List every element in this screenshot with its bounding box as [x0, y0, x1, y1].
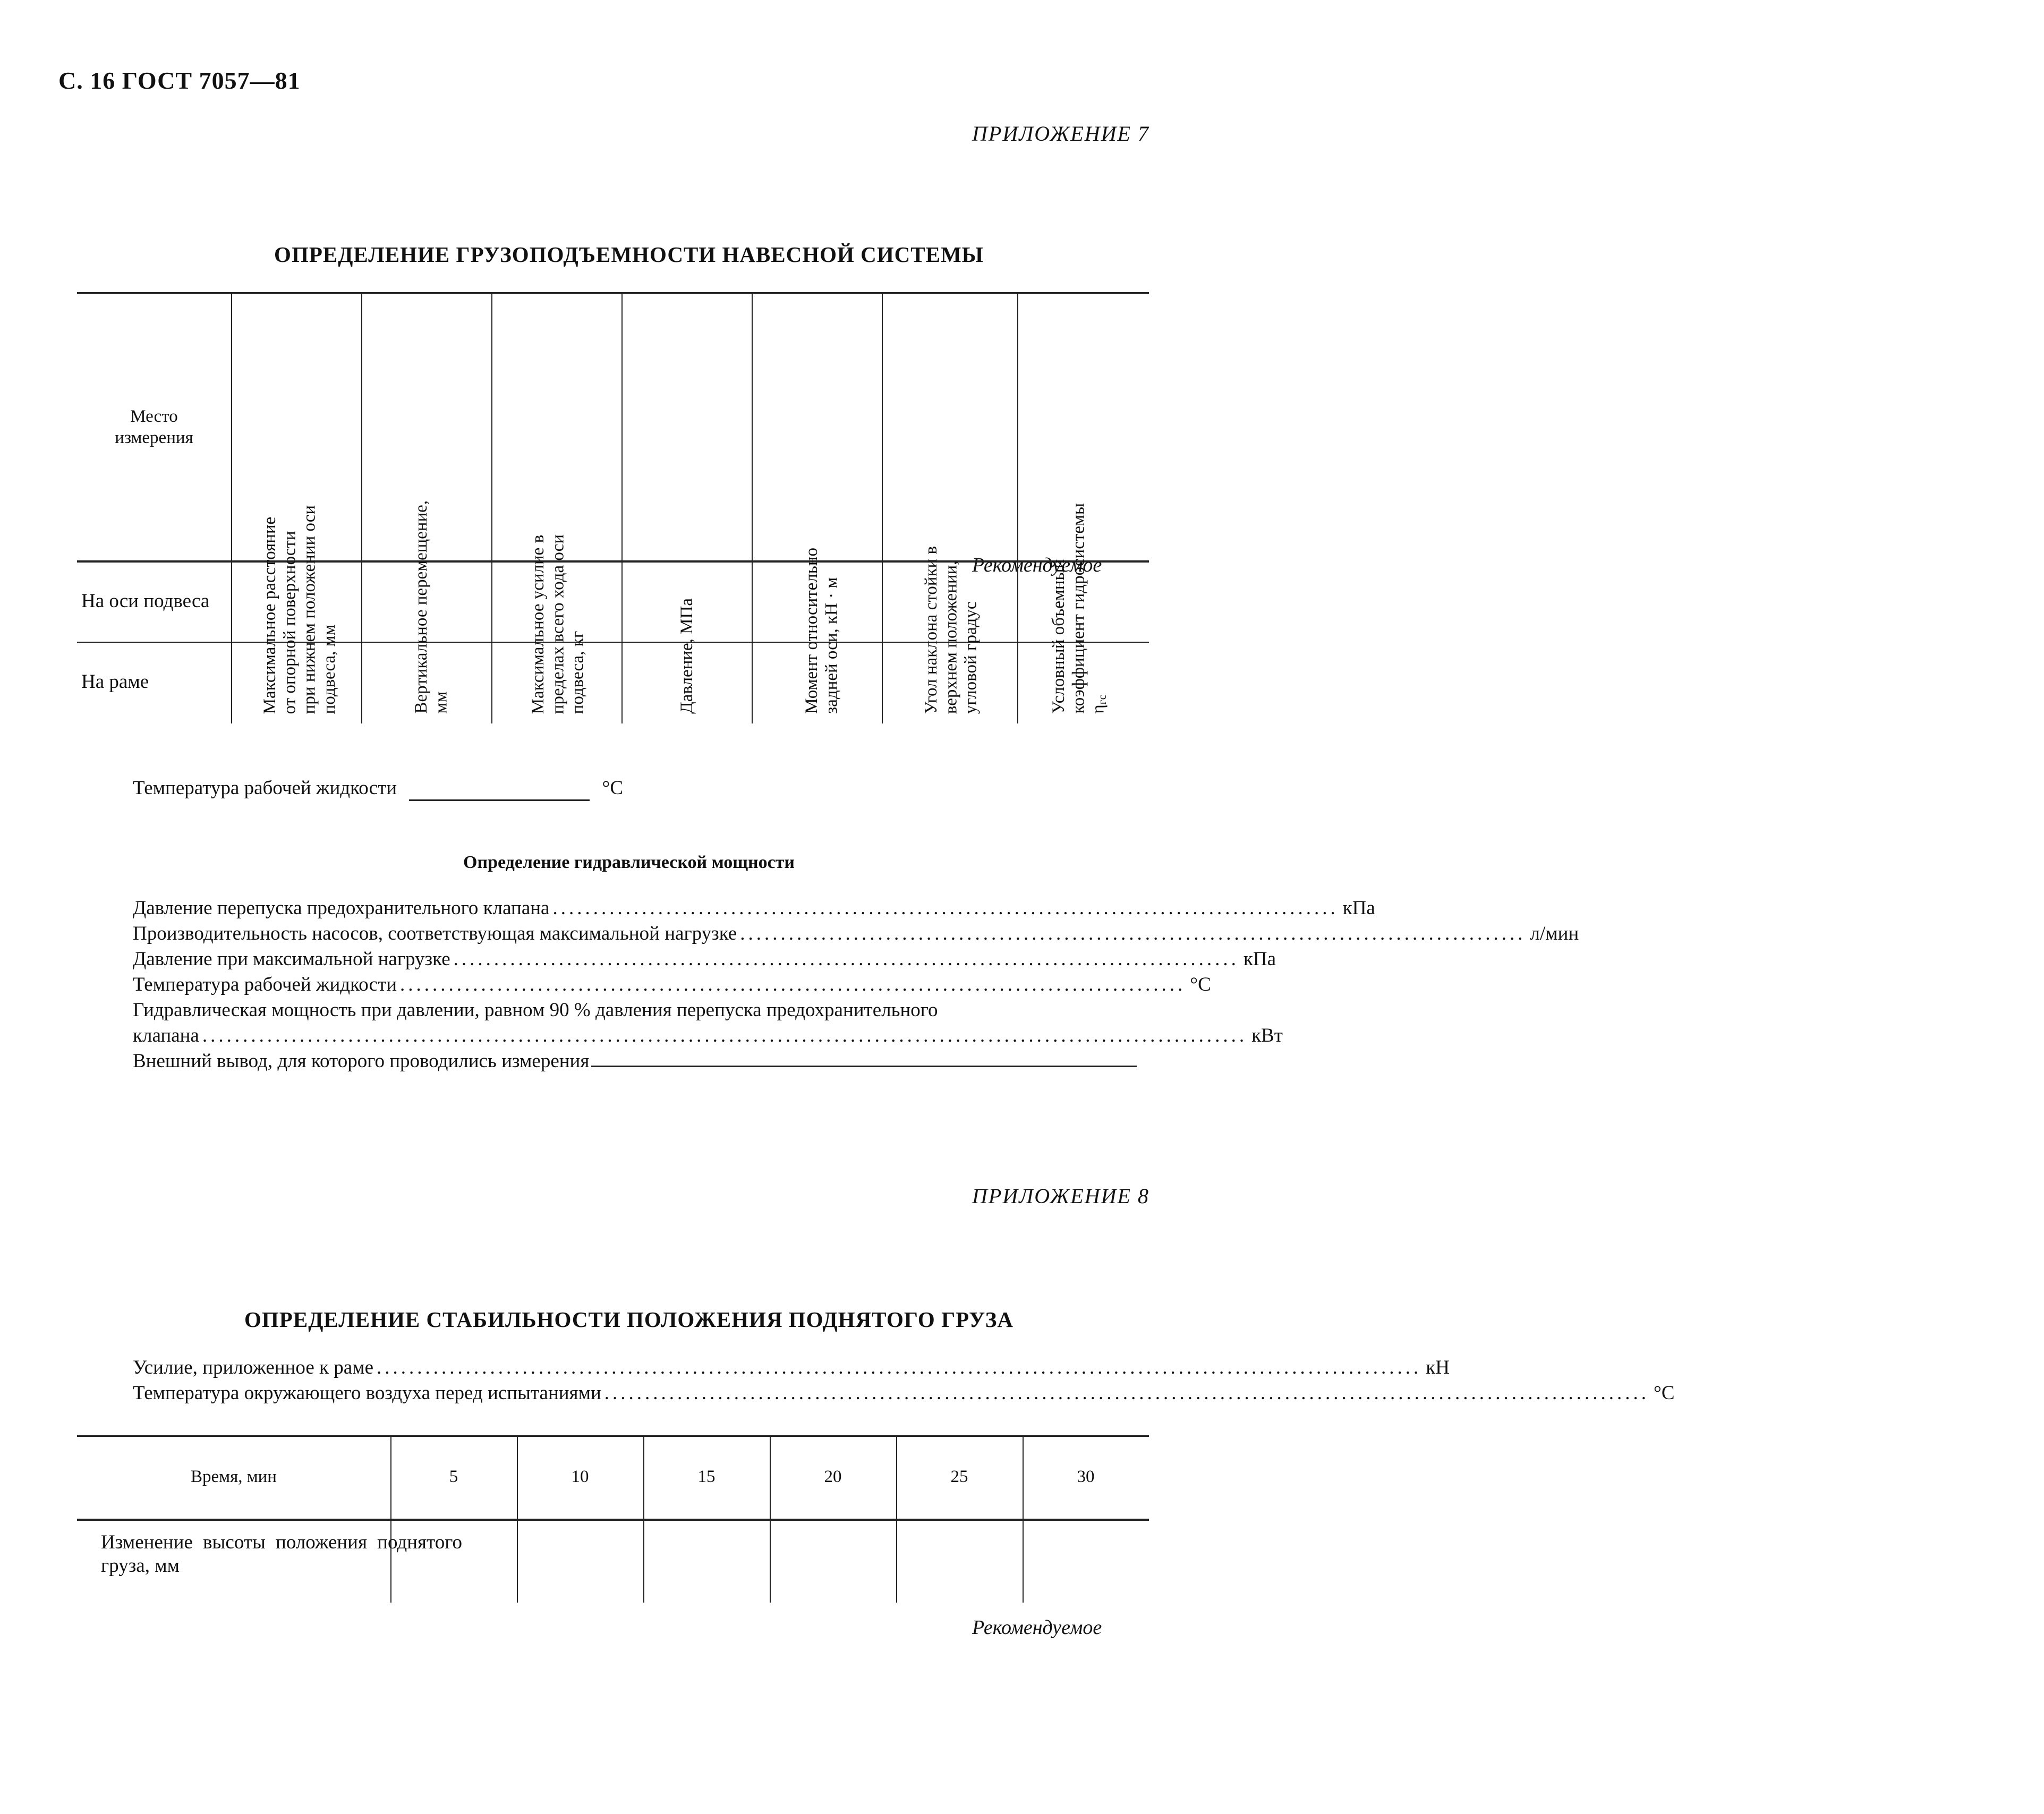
col-tilt-angle: Угол наклона стойки в верхнем положении, угловой градус — [922, 546, 981, 714]
temperature-field: Температура рабочей жидкости °С — [133, 777, 623, 801]
col-pressure: Давление, МПа — [677, 598, 696, 714]
height-change-label: Изменение высоты положения поднятого груза, мм — [101, 1531, 462, 1577]
col-vertical-displacement: Вертикальное перемещение, мм — [412, 500, 451, 714]
time-25: 25 — [950, 1467, 968, 1486]
row-frame: На раме — [81, 671, 149, 693]
place-header: Место измерения — [115, 407, 193, 447]
hydraulic-power-list — [133, 897, 1579, 1075]
stability-list — [133, 1356, 1675, 1407]
page-header: С. 16 ГОСТ 7057—81 — [58, 67, 301, 94]
list-item: Давление перепуска предохранительного клапана ................................................................................................. кПа — [133, 897, 1375, 919]
list-item: Усилие, приложенное к раме ................................................................................................................................. кН — [133, 1357, 1450, 1378]
section1-title: ОПРЕДЕЛЕНИЕ ГРУЗОПОДЪЕМНОСТИ НАВЕСНОЙ СИСТЕМЫ — [274, 242, 984, 267]
annex8-subtitle: Рекомендуемое — [972, 1616, 1102, 1639]
list-item: клапана ................................................................................................................................. кВт — [133, 1025, 1283, 1046]
time-10: 10 — [571, 1467, 589, 1486]
section2-title: Определение гидравлической мощности — [463, 853, 795, 872]
list-item: Температура окружающего воздуха перед испытаниями ................................................................................................................................. °С — [133, 1382, 1675, 1404]
col-volume-coefficient: Условный объемный коэффициент гидросистемы $\eta_{гс}$ — [1049, 503, 1109, 714]
list-item: Внешний вывод, для которого проводились измерения — [133, 1050, 1137, 1075]
row-axis: На оси подвеса — [81, 590, 210, 612]
list-item: Производительность насосов, соответствующая максимальной нагрузке ................................................................................................. л/мин — [133, 923, 1579, 944]
time-header: Время, мин — [191, 1467, 277, 1486]
list-item: Температура рабочей жидкости ................................................................................................. °С — [133, 974, 1211, 995]
col-moment: Момент относительно задней оси, кН · м — [802, 548, 841, 714]
section3-title: ОПРЕДЕЛЕНИЕ СТАБИЛЬНОСТИ ПОЛОЖЕНИЯ ПОДНЯТОГО ГРУЗА — [244, 1307, 1014, 1332]
annex7-title: ПРИЛОЖЕНИЕ 7 — [972, 122, 1149, 146]
time-30: 30 — [1077, 1467, 1095, 1486]
list-item: Гидравлическая мощность при давлении, равном 90 % давления перепуска предохранительного — [133, 999, 938, 1021]
time-5: 5 — [449, 1467, 458, 1486]
stability-table — [77, 1435, 1149, 1603]
annex8-title: ПРИЛОЖЕНИЕ 8 — [972, 1184, 1149, 1208]
col-max-force: Максимальное усилие в пределах всего хода оси подвеса, кг — [529, 534, 587, 714]
annex7-subtitle: Рекомендуемое — [972, 554, 1102, 576]
temperature-blank[interactable] — [409, 777, 590, 801]
outlet-blank[interactable] — [591, 1050, 1137, 1067]
list-item: Давление при максимальной нагрузке ................................................................................................. кПа — [133, 948, 1276, 970]
time-15: 15 — [697, 1467, 716, 1486]
time-20: 20 — [824, 1467, 842, 1486]
col-max-distance: Максимальное расстояние от опорной поверхности при нижнем положении оси подвеса, мм — [260, 505, 339, 714]
load-capacity-table — [77, 292, 1149, 723]
